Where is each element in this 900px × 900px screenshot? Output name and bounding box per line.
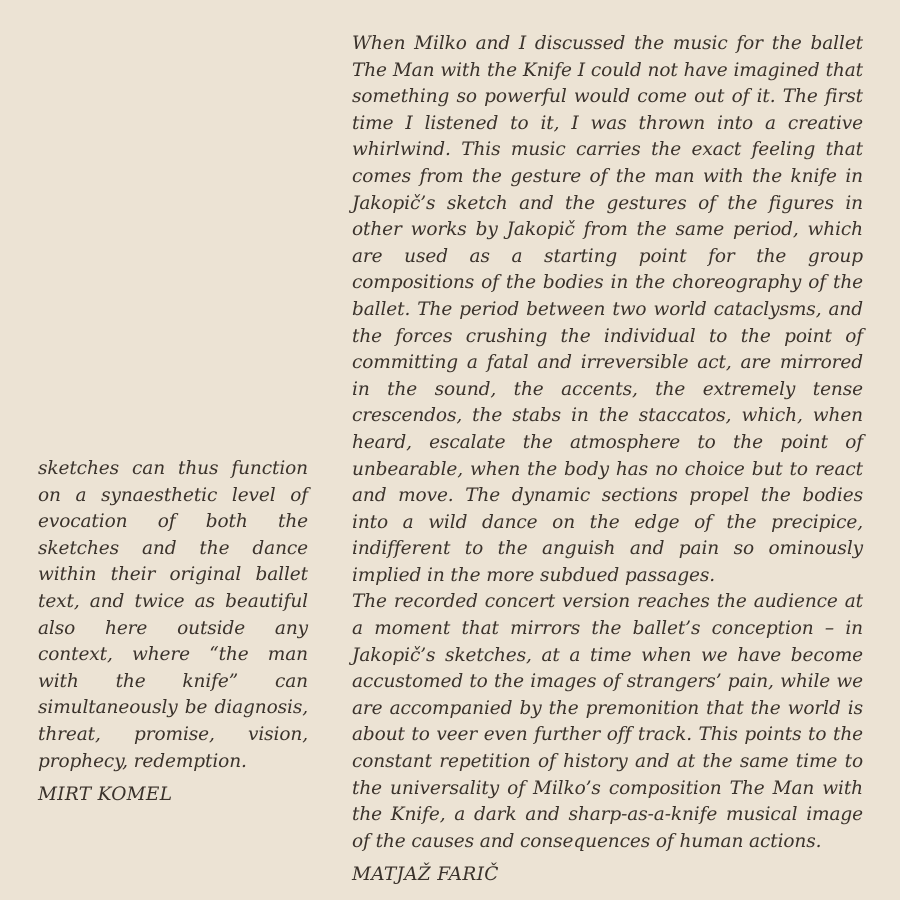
- right-column-signature: MATJAŽ FARIČ: [352, 864, 499, 886]
- left-column-signature: MIRT KOMEL: [38, 784, 173, 806]
- right-column-paragraph-2: The recorded concert version reaches the audience at a moment that mirrors the ballet’s conception – in Jakopič’s sketches, at a time when we have become accustomed to the images of strangers’ pain, while we are accompanied by the premonition that the world is about to veer even further off track. This points to the constant repetition of history and at the same time to the universality of Milko’s composition The Man with the Knife, a dark and sharp-as-a-knife musical image of the causes and consequences of human actions.: [352, 591, 863, 852]
- right-column-paragraph-1: When Milko and I discussed the music for the ballet The Man with the Knife I could not have imagined that something so powerful would come out of it. The first time I listened to it, I was thrown into a creative whirlwind. This music carries the exact feeling that comes from the gesture of the man with the knife in Jakopič’s sketch and the gestures of the figures in other works by Jakopič from the same period, which are used as a starting point for the group compositions of the bodies in the choreography of the ballet. The period between two world cataclysms, and the forces crushing the individual to the point of committing a fatal and irreversible act, are mirrored in the sound, the accents, the extremely tense crescendos, the stabs in the staccatos, which, when heard, escalate the atmosphere to the point of unbearable, when the body has no choice but to react and move. The dynamic sections propel the bodies into a wild dance on the edge of the precipice, indifferent to the anguish and pain so ominously implied in the more subdued passages.: [352, 33, 863, 586]
- left-column-paragraph: sketches can thus function on a synaesthetic level of evocation of both the sketches and the dance within their original ballet text, and twice as beautiful also here outside any context, where “the man with the knife” can simultaneously be diagnosis, threat, promise, vision, prophecy, redemption.: [38, 458, 308, 772]
- right-column: [352, 31, 863, 889]
- left-column: [38, 456, 308, 809]
